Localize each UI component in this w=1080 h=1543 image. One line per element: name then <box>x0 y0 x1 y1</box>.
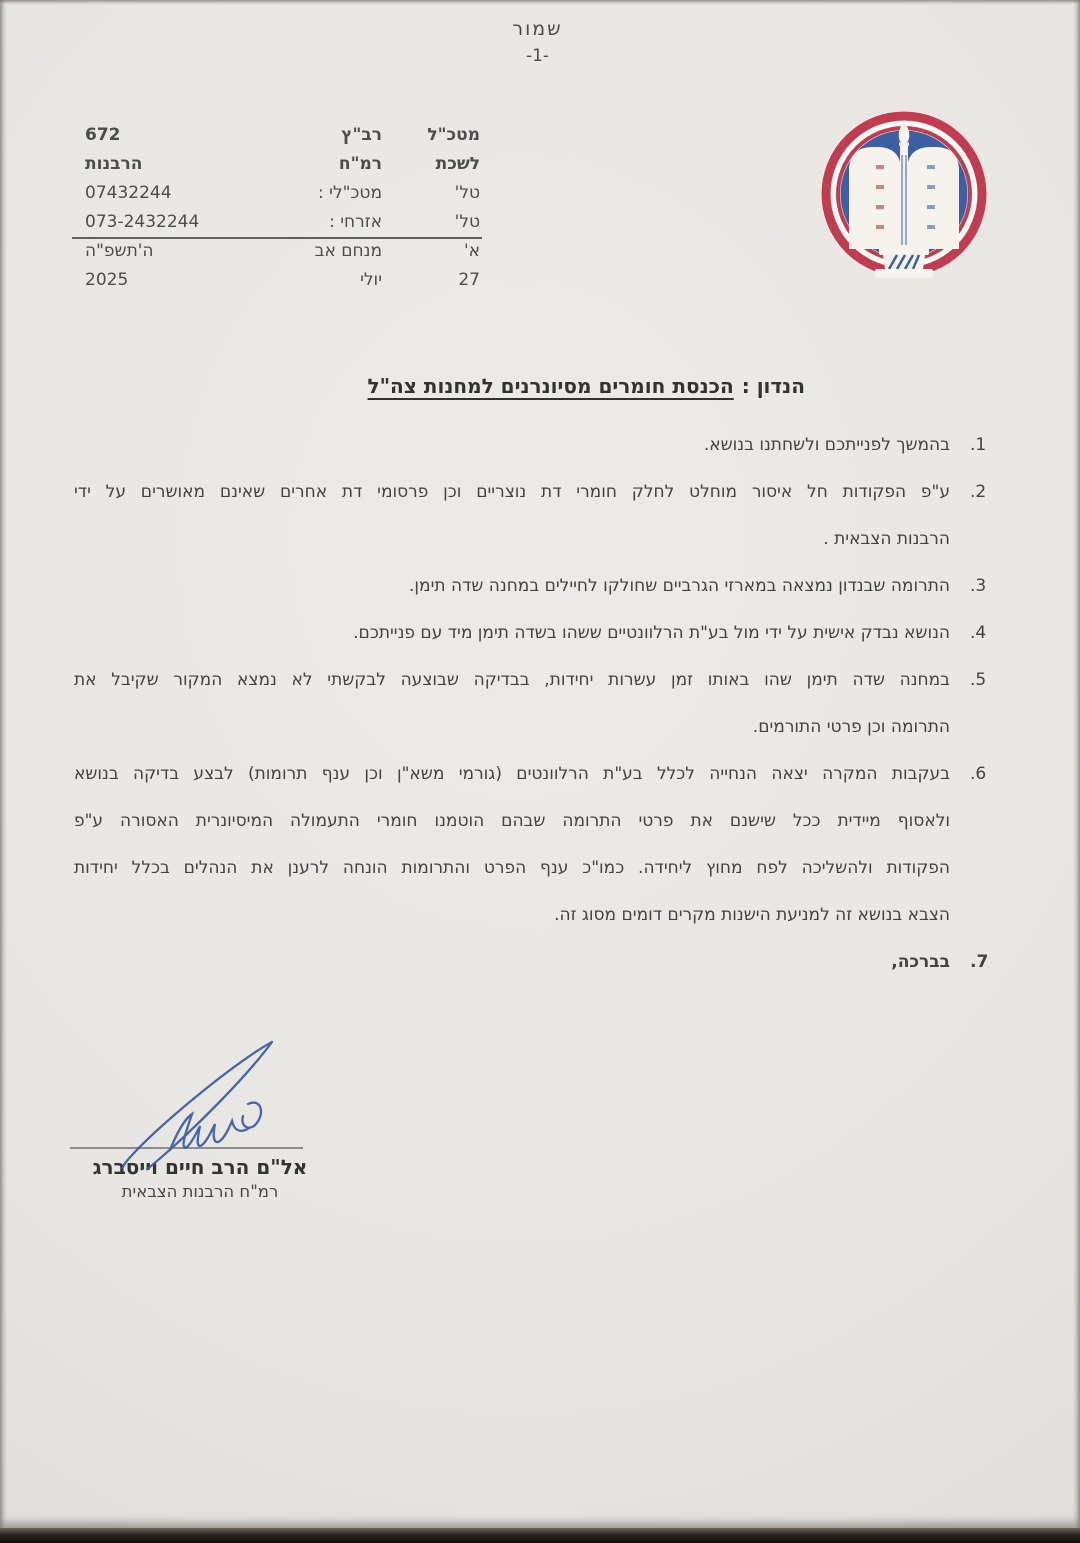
signer-name: אל"ם הרב חיים וייסברג <box>92 1155 308 1179</box>
letterhead-cell: אזרחי : <box>329 212 382 232</box>
text-line: בברכה, <box>891 952 950 972</box>
paragraph-number: 4. <box>970 623 987 643</box>
letterhead-cell: לשכת <box>435 154 480 174</box>
right-tablet <box>907 147 959 249</box>
text-line: התרומה וכן פרטי התורמים. <box>752 717 950 737</box>
letterhead-date-cell: א' <box>463 241 480 261</box>
left-tablet <box>849 147 901 249</box>
paragraph-text <box>74 469 950 563</box>
text-line: בעקבות המקרה יצאה הנחייה לכלל בע"ת הרלוונטים (גורמי משא"ן וכן ענף תרומות) לבצע בדיקה בנושא <box>74 764 950 784</box>
signature-stroke <box>121 1042 272 1169</box>
letterhead-cell: רב"ץ <box>341 125 382 145</box>
military-rabbinate-emblem-icon <box>819 109 989 279</box>
paragraph-number: 6. <box>970 764 987 784</box>
paragraph-text <box>74 563 950 610</box>
letterhead-date-cell: יולי <box>360 270 382 290</box>
paragraph-item-2 <box>74 469 1008 563</box>
subject-line <box>368 374 805 398</box>
letterhead-cell: טל' <box>454 212 480 232</box>
paragraph-text <box>74 939 950 986</box>
paragraph-text <box>74 751 950 939</box>
paragraph-text <box>74 657 950 751</box>
signature-stroke <box>170 1114 249 1150</box>
paragraph-item-5 <box>74 657 1008 751</box>
letterhead-date-cell: מנחם אב <box>314 241 382 261</box>
text-line: הצבא בנושא זה למניעת הישנות מקרים דומים מסוג זה. <box>554 905 950 925</box>
paragraph-number: 2. <box>970 482 987 502</box>
sword-blade <box>900 145 908 249</box>
letterhead-date-cell: 2025 <box>85 270 129 290</box>
subject-title: הכנסת חומרים מסיונרנים למחנות צה"ל <box>367 374 734 398</box>
text-line: ולאסוף מיידית ככל שישנם את פרטי התרומה שבהם הוטמנו חומרי התעמולה המיסיונרית האסורה ע"פ <box>74 811 950 831</box>
text-line: הנושא נבדק אישית על ידי מול בע"ת הרלוונטיים ששהו בשדה תימן מיד עם פנייתכם. <box>353 623 950 643</box>
signer-title: רמ"ח הרבנות הצבאית <box>121 1182 279 1201</box>
letterhead-cell: 672 <box>85 125 121 145</box>
pedestal-top <box>879 247 929 255</box>
signature-stroke <box>242 1103 261 1128</box>
paragraph-item-4 <box>74 610 1008 657</box>
text-line: הרבנות הצבאית . <box>823 529 950 549</box>
text-line: הפקודות ולהשליכה לפח מחוץ ליחידה. כמו"כ ענף הפרט והתרומות הונחה לרענן את הנהלים בכלל יחידות <box>74 858 950 878</box>
handwritten-signature <box>86 1034 301 1169</box>
paragraph-number: 5. <box>970 670 987 690</box>
text-line: בהמשך לפנייתכם ולשחתנו בנושא. <box>703 435 950 455</box>
letterhead-cell: טל' <box>454 183 480 203</box>
paragraph-number: 3. <box>970 576 987 596</box>
page-number: -1- <box>525 46 550 66</box>
page-header <box>0 18 1075 66</box>
subject-prefix: הנדון : <box>741 374 805 398</box>
letterhead-cell: הרבנות <box>85 154 143 174</box>
letterhead-date-cell: 27 <box>458 270 480 290</box>
letter-body <box>74 422 1008 986</box>
classification-label: שמור <box>512 18 563 40</box>
paragraph-item-7 <box>74 939 1008 986</box>
letterhead-cell: 073-2432244 <box>85 212 200 232</box>
paragraph-text <box>74 422 950 469</box>
letterhead-date-cell: ה'תשפ"ה <box>85 241 154 261</box>
paragraph-number: 1. <box>970 435 987 455</box>
scan-bottom-edge <box>0 1528 1080 1543</box>
letterhead-cell: מטכ"לי : <box>318 183 382 203</box>
paragraph-text <box>74 610 950 657</box>
paragraph-item-6 <box>74 751 1008 939</box>
text-line: במחנה שדה תימן שהו באותו זמן עשרות יחידות, בבדיקה שבוצעה לבקשתי לא נמצא המקור שקיבל את <box>74 670 950 690</box>
letterhead-cell: 07432244 <box>85 183 172 203</box>
letterhead-cell: מטכ"ל <box>427 125 480 145</box>
paragraph-item-1 <box>74 422 1008 469</box>
text-line: התרומה שבנדון נמצאה במארזי הגרביים שחולקו לחיילים במחנה שדה תימן. <box>408 576 950 596</box>
paragraph-number: 7. <box>970 952 989 972</box>
pedestal-base <box>875 269 933 278</box>
letterhead-divider <box>72 237 482 239</box>
text-line: ע"פ הפקודות חל איסור מוחלט לחלק חומרי דת נוצריים וכן פרסומי דת אחרים שאינם מאושרים על ידי <box>74 482 950 502</box>
letterhead-cell: רמ"ח <box>338 154 382 174</box>
letterhead-contact-block <box>85 121 480 295</box>
paragraph-item-3 <box>74 563 1008 610</box>
